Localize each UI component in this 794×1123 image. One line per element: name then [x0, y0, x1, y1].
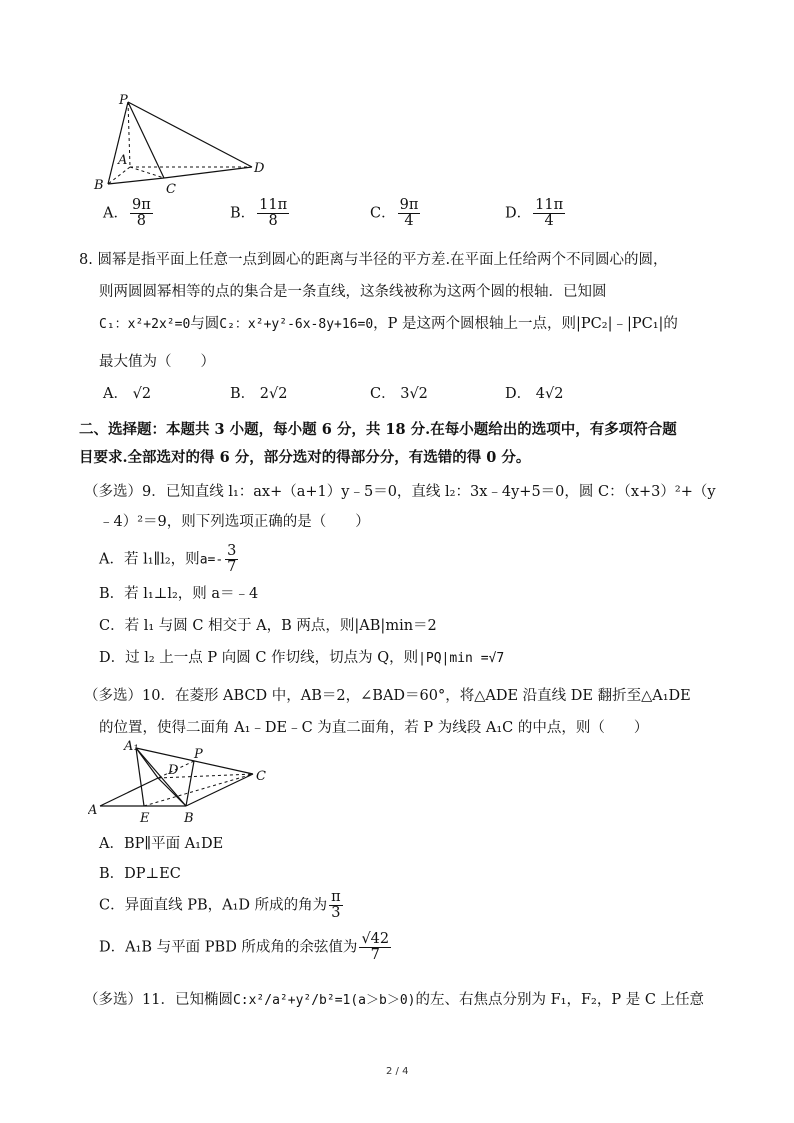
q8-line-4: 最大值为（ ）: [99, 354, 215, 370]
q9-line-1: （多选）9．已知直线 l₁：ax+（a+1）y﹣5＝0，直线 l₂：3x﹣4y+5＝0，圆 C：（x+3）²+（y: [84, 484, 716, 500]
section-2-heading-line-2: 目要求.全部选对的得 6 分，部分选对的得部分分，有选错的得 0 分。: [79, 449, 531, 466]
q8-line-2: 则两圆圆幂相等的点的集合是一条直线，这条线被称为这两个圆的根轴．已知圆: [99, 284, 607, 300]
q8-c2-equation: C₂：x²+y²-6x-8y+16=0: [219, 317, 374, 332]
q10-option-d: D．A₁B 与平面 PBD 所成角的余弦值为 $\frac{√42}{7}$: [99, 931, 390, 964]
q9-line-2: ﹣4）²＝9，则下列选项正确的是（ ）: [99, 514, 370, 530]
q8-option-c: C． 3√2: [370, 386, 428, 402]
fig7-label-a: A: [118, 153, 128, 168]
q8-c1-equation: C₁：x²+2x²=0: [99, 317, 191, 332]
pyramid-figure: [88, 92, 278, 200]
fig7-label-p: P: [119, 93, 128, 108]
fig10-label-b: B: [184, 811, 194, 826]
q11-line-1: （多选）11．已知椭圆C:x²/a²+y²/b²=1(a＞b＞0)的左、右焦点分别为 F₁，F₂，P 是 C 上任意: [84, 992, 705, 1008]
fig10-label-p: P: [194, 747, 203, 762]
fig10-label-e: E: [140, 811, 150, 826]
q10-option-b: B．DP⊥EC: [99, 866, 181, 882]
q9-option-b: B．若 l₁⊥l₂，则 a＝﹣4: [99, 586, 259, 602]
q8-line-1: 8. 圆幂是指平面上任意一点到圆心的距离与半径的平方差.在平面上任给两个不同圆心的圆，: [79, 252, 668, 268]
q7-option-c: C． $\frac{9\pi}{4}$: [370, 197, 419, 230]
q9-option-c: C．若 l₁ 与圆 C 相交于 A，B 两点，则|AB|min＝2: [99, 618, 437, 634]
q10-option-c: C．异面直线 PB，A₁D 所成的角为 $\frac{\pi}{3}$: [99, 889, 341, 922]
q8-line-3: C₁：x²+2x²=0与圆C₂：x²+y²-6x-8y+16=0，P 是这两个圆根轴上一点，则|PC₂|﹣|PC₁|的: [99, 316, 678, 332]
q7-option-d: D． $\frac{11\pi}{4}$: [505, 197, 564, 230]
q10-line-2: 的位置，使得二面角 A₁﹣DE﹣C 为直二面角，若 P 为线段 A₁C 的中点，则（ ）: [99, 720, 649, 736]
section-2-heading-line-1: 二、选择题：本题共 3 小题，每小题 6 分，共 18 分.在每小题给出的选项中，有多项符合题: [79, 421, 677, 438]
rhombus-fold-figure: [88, 738, 288, 828]
fig10-label-c: C: [256, 769, 266, 784]
q7-option-b: B． $\frac{11\pi}{8}$: [230, 197, 288, 230]
fig10-label-d: D: [168, 763, 179, 778]
q7-option-a: A． $\frac{9\pi}{8}$: [103, 197, 151, 230]
fig7-label-c: C: [166, 182, 176, 197]
q10-option-a: A．BP∥平面 A₁DE: [99, 836, 224, 852]
q10-line-1: （多选）10．在菱形 ABCD 中，AB＝2，∠BAD＝60°，将△ADE 沿直线 DE 翻折至△A₁DE: [84, 688, 691, 704]
fig7-label-b: B: [94, 178, 104, 193]
page-number: 2 / 4: [386, 1066, 409, 1077]
fig7-label-d: D: [254, 161, 265, 176]
fig10-label-a1: A₁: [124, 739, 139, 754]
q9-option-d: D．过 l₂ 上一点 P 向圆 C 作切线，切点为 Q，则|PQ|min =√7: [99, 650, 505, 666]
q11-ellipse-equation: C:x²/a²+y²/b²=1(a＞b＞0): [232, 993, 416, 1008]
q8-option-b: B． 2√2: [230, 386, 288, 402]
q9-option-a: A．若 l₁∥l₂，则a=- $\frac{3}{7}$: [99, 543, 237, 576]
fig10-label-a: A: [88, 803, 98, 818]
q8-option-a: A． √2: [103, 386, 152, 402]
q8-option-d: D． 4√2: [505, 386, 564, 402]
